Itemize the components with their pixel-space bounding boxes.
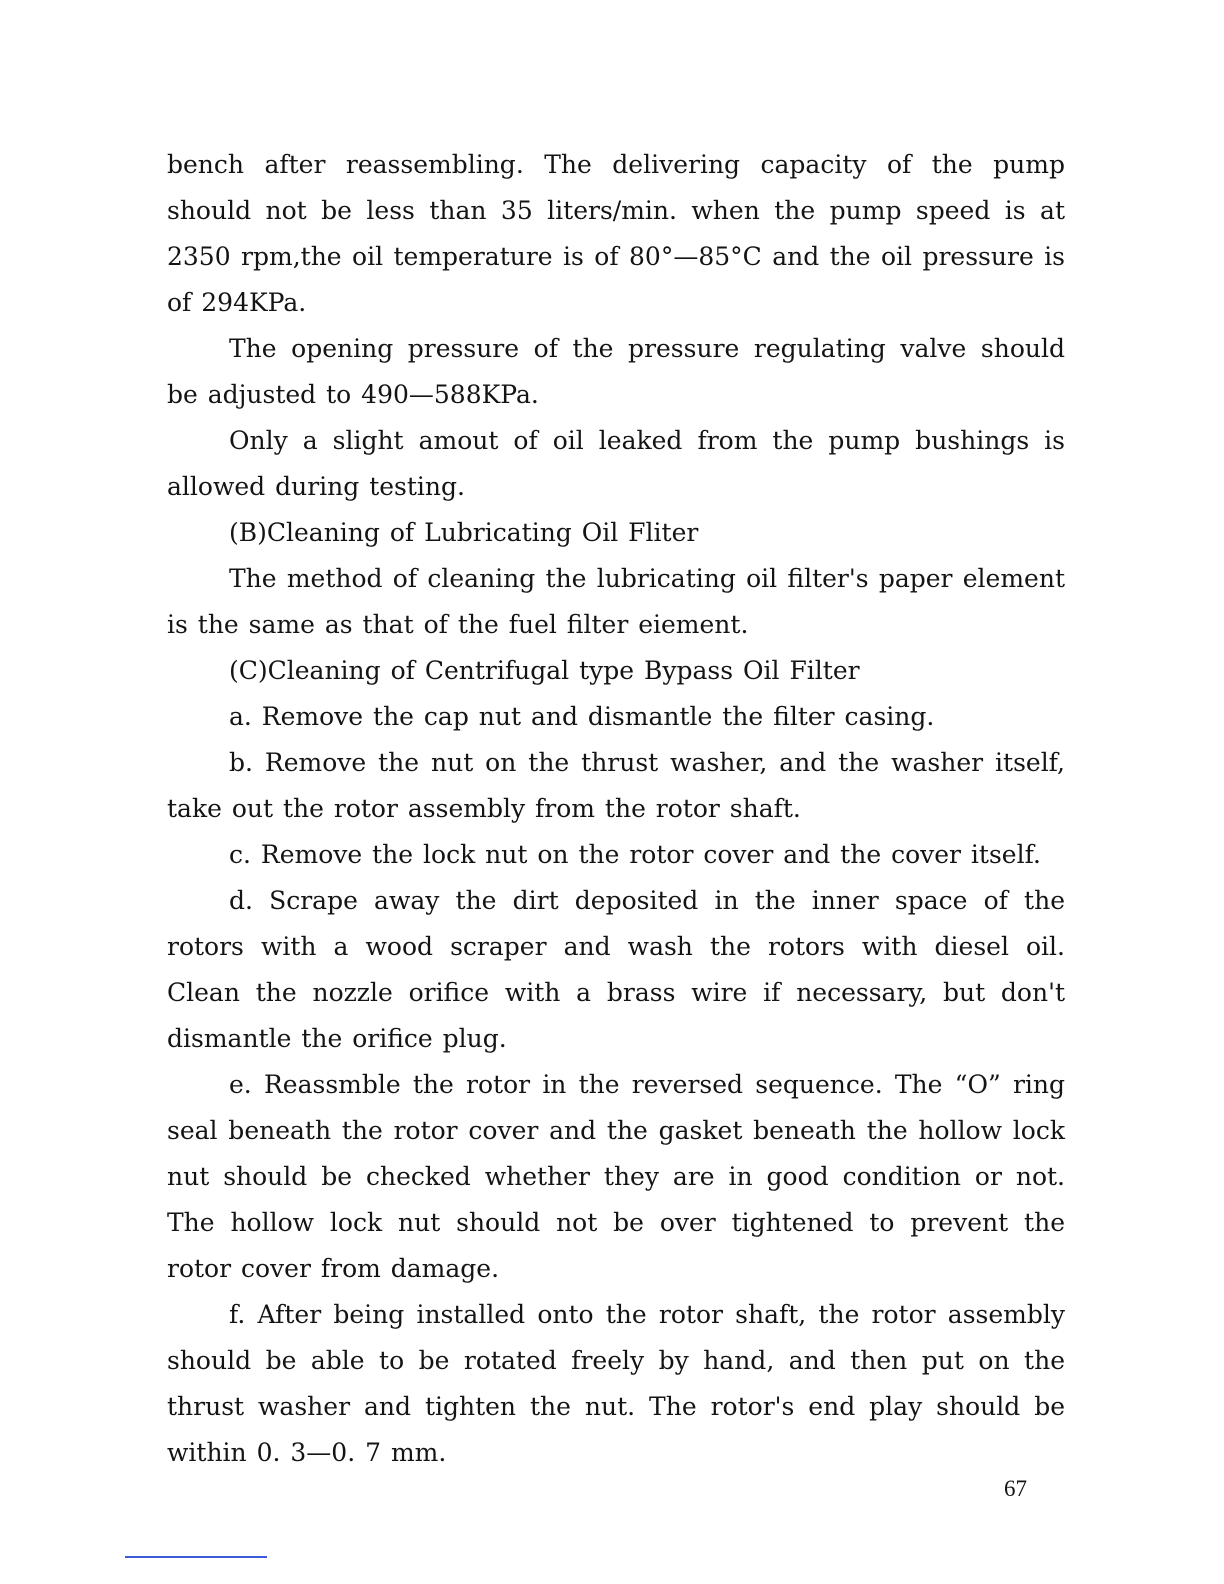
step-d: d. Scrape away the dirt deposited in the inner space of the rotors with a wood scraper and wash the rotors with diesel oil. Clean the nozzle orifice with a brass wire if necessary, but don't dismantle the orifice plug. [167, 886, 1065, 1053]
step-f: f. After being installed onto the rotor shaft, the rotor assembly should be able to be rotated freely by hand, and then put on the thrust washer and tighten the nut. The rotor's end play should be within 0. 3—0. 7 mm. [167, 1300, 1065, 1467]
paragraph-filter-cleaning: The method of cleaning the lubricating oil filter's paper element is the same as that of the fuel filter eiement. [167, 564, 1065, 639]
paragraph-valve-pressure: The opening pressure of the pressure regulating valve should be adjusted to 490—588KPa. [167, 334, 1065, 409]
paragraph-pump-capacity: bench after reassembling. The delivering capacity of the pump should not be less than 35 liters/min. when the pump speed is at 2350 rpm,the oil temperature is of 80°—85°C and the oil pressure is of 294KPa. [167, 150, 1065, 317]
section-heading-b: (B)Cleaning of Lubricating Oil Fliter [229, 518, 699, 547]
section-heading-c: (C)Cleaning of Centrifugal type Bypass Oil Filter [229, 656, 860, 685]
page-number: 67 [1004, 1476, 1027, 1501]
step-a: a. Remove the cap nut and dismantle the filter casing. [229, 702, 935, 731]
body-text [167, 142, 1065, 1476]
step-e: e. Reassmble the rotor in the reversed sequence. The “O” ring seal beneath the rotor cover and the gasket beneath the hollow lock nut should be checked whether they are in good condition or not. The hollow lock nut should not be over tightened to prevent the rotor cover from damage. [167, 1070, 1065, 1283]
step-b: b. Remove the nut on the thrust washer, and the washer itself, take out the rotor assembly from the rotor shaft. [167, 748, 1065, 823]
footer-rule [125, 1556, 267, 1558]
paragraph-oil-leak: Only a slight amout of oil leaked from the pump bushings is allowed during testing. [167, 426, 1065, 501]
step-c: c. Remove the lock nut on the rotor cover and the cover itself. [229, 840, 1041, 869]
